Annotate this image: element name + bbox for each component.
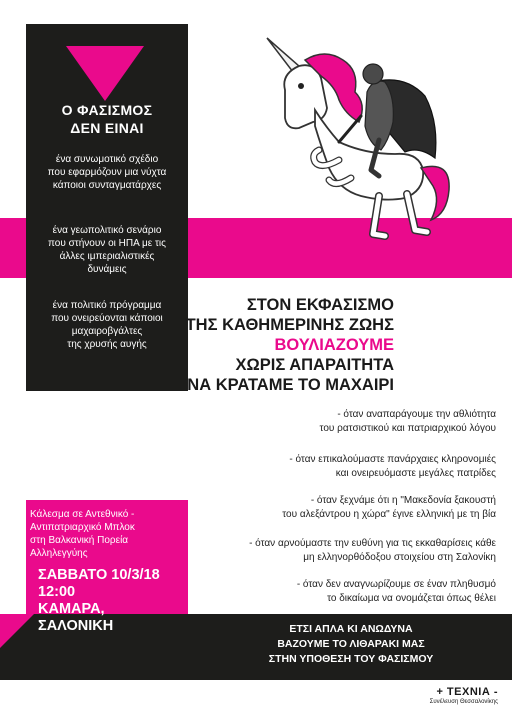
call-text xyxy=(30,508,182,560)
left-panel-item-2-line: ένα γεωπολιτικό σενάριο xyxy=(52,225,162,236)
call-line: Κάλεσμα σε Αντεθνικό - xyxy=(30,509,135,520)
headline-line-1: ΣΤΟΝ ΕΚΦΑΣΙΣΜΟ xyxy=(246,296,394,314)
bullet-2-line: και ονειρευόμαστε μεγάλες πατρίδες xyxy=(335,468,496,479)
left-panel-item-3-line: μαχαιροβγάλτες xyxy=(71,326,143,337)
left-panel-item-3-line: ένα πολιτικό πρόγραμμα xyxy=(52,300,162,311)
bottom-pink-corner-triangle xyxy=(0,614,34,648)
left-panel-item-1-line: που εφαρμόζουν μια νύχτα xyxy=(47,167,167,178)
call-line: στη Βαλκανική Πορεία xyxy=(30,535,129,546)
left-panel-title-line-1: Ο ΦΑΣΙΣΜΟΣ xyxy=(61,102,153,118)
left-panel-item-3-line: της χρυσής αυγής xyxy=(67,339,147,350)
call-line: Αλληλεγγύης xyxy=(30,548,88,559)
left-panel-item-1 xyxy=(30,153,184,192)
bullet-4-line: μη ελληνορθόδοξου στοιχείου στη Σαλονίκη xyxy=(303,552,496,563)
left-panel-item-3-line: που ονειρεύονται κάποιοι xyxy=(51,313,163,324)
left-panel-item-2-line: δυνάμεις xyxy=(87,264,127,275)
bullet-5 xyxy=(196,578,496,606)
event-place-line-1: ΚΑΜΑΡΑ, xyxy=(38,601,105,617)
headline xyxy=(94,295,394,395)
bullet-1-line: - όταν αναπαράγουμε την αθλιότητα xyxy=(337,409,496,420)
bottom-slogan xyxy=(190,622,512,667)
headline-line-5: ΝΑ ΚΡΑΤΑΜΕ ΤΟ ΜΑΧΑΙΡΙ xyxy=(187,376,394,394)
bottom-slogan-line-3: ΣΤΗΝ ΥΠΟΘΕΣΗ ΤΟΥ ΦΑΣΙΣΜΟΥ xyxy=(268,653,434,665)
left-panel-item-1-line: ένα συνωμοτικό σχέδιο xyxy=(55,154,159,165)
left-panel-item-2-line: που στήνουν οι ΗΠΑ με τις xyxy=(48,238,166,249)
bullet-5-line: - όταν δεν αναγνωρίζουμε σε έναν πληθυσμό xyxy=(296,579,496,590)
bottom-slogan-line-1: ΕΤΣΙ ΑΠΛΑ ΚΙ ΑΝΩΔΥΝΑ xyxy=(289,623,413,635)
signature-subtitle: Συνέλευση Θεσσαλονίκης xyxy=(429,699,498,705)
left-panel-item-1-line: κάποιοι συνταγματάρχες xyxy=(52,180,162,191)
bullet-3-line: - όταν ξεχνάμε ότι η "Μακεδονία ξακουστή xyxy=(310,495,496,506)
signature-name: + ΤΕΧΝΙΑ - xyxy=(436,686,498,698)
left-panel-item-2-line: άλλες ιμπεριαλιστικές xyxy=(59,251,155,262)
bullet-1 xyxy=(196,408,496,436)
bullet-4 xyxy=(196,537,496,565)
bullet-4-line: - όταν αρνούμαστε την ευθύνη για τις εκκαθαρίσεις κάθε xyxy=(249,538,496,549)
bullet-1-line: του ρατσιστικού και πατριαρχικού λόγου xyxy=(319,423,496,434)
event-place-line-2: ΣΑΛΟΝΙΚΗ xyxy=(38,618,114,634)
pink-triangle-decoration xyxy=(66,46,144,101)
call-line: Αντιπατριαρχικό Μπλοκ xyxy=(30,522,135,533)
left-panel-title-line-2: ΔΕΝ ΕΙΝΑΙ xyxy=(70,120,144,136)
event-date: ΣΑΒΒΑΤΟ 10/3/18 xyxy=(38,567,160,583)
headline-line-2: ΤΗΣ ΚΑΘΗΜΕΡΙΝΗΣ ΖΩΗΣ xyxy=(185,316,394,334)
bottom-slogan-line-2: ΒΑΖΟΥΜΕ ΤΟ ΛΙΘΑΡΑΚΙ ΜΑΣ xyxy=(277,638,425,650)
event-time: 12:00 xyxy=(38,584,76,600)
bullet-5-line: το δικαίωμα να ονομάζεται όπως θέλει xyxy=(327,593,496,604)
bullet-2-line: - όταν επικαλούμαστε πανάρχαιες κληρονομιές xyxy=(289,454,496,465)
headline-line-3-highlight: ΒΟΥΛΙΑΖΟΥΜΕ xyxy=(274,336,394,354)
bullet-3-line: του αλεξάντρου η χώρα" έγινε ελληνική με τη βία xyxy=(282,509,496,520)
headline-line-4: ΧΩΡΙΣ ΑΠΑΡΑΙΤΗΤΑ xyxy=(235,356,394,374)
bullet-3 xyxy=(196,494,496,522)
unicorn-with-warrior-rider-illustration xyxy=(255,30,475,250)
left-panel-item-2 xyxy=(30,224,184,276)
event-details xyxy=(38,567,188,635)
bullet-2 xyxy=(196,453,496,481)
